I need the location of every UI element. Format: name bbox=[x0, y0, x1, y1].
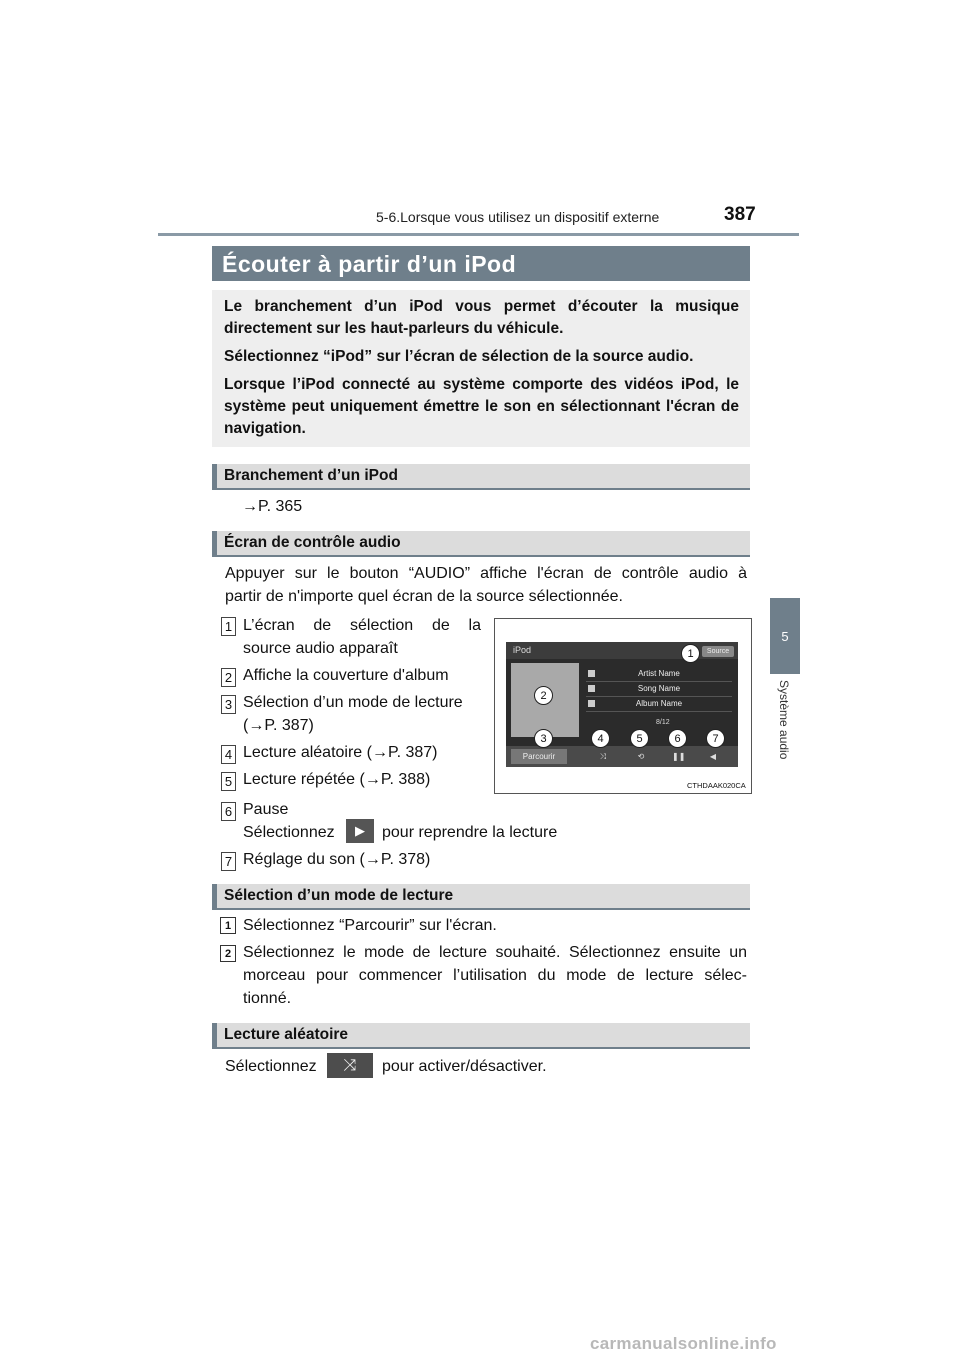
controle-body-line-2: partir de n'importe quel écran de la source sélectionnée. bbox=[225, 588, 623, 605]
controle-body-line-1: Appuyer sur le bouton “AUDIO” affiche l'écran de contrôle audio à bbox=[225, 565, 747, 582]
callout-7: 7 bbox=[706, 729, 725, 748]
item-1-line-2: source audio apparaît bbox=[243, 640, 398, 657]
running-header-section: 5-6.Lorsque vous utilisez un dispositif externe bbox=[376, 209, 660, 225]
heading-controle-text: Écran de contrôle audio bbox=[224, 534, 401, 551]
shuffle-icon: ⤨ bbox=[327, 1053, 373, 1078]
callout-6: 6 bbox=[668, 729, 687, 748]
item-6-line-1: Pause bbox=[243, 801, 289, 818]
song-row: Song Name bbox=[586, 682, 732, 697]
step-2: 2 bbox=[220, 945, 236, 962]
item-6-line-2a: Sélectionnez bbox=[243, 824, 335, 841]
aleatoire-post: pour activer/désactiver. bbox=[382, 1058, 547, 1075]
source-button: Source bbox=[702, 646, 734, 657]
step-2-line-2: morceau pour commencer l’utilisation du mode de lecture sélec- bbox=[243, 967, 747, 984]
album-row: Album Name bbox=[586, 697, 732, 712]
intro-paragraph-1: Le branchement d’un iPod vous permet d’écouter la musique directement sur les haut-parleurs du véhicule. bbox=[224, 298, 739, 337]
section-title: Écouter à partir d’un iPod bbox=[222, 251, 517, 277]
shuffle-icon: ⤨ bbox=[599, 752, 607, 761]
heading-aleatoire bbox=[212, 1023, 750, 1049]
item-number-6: 6 bbox=[221, 802, 236, 821]
track-info-list bbox=[586, 667, 732, 716]
intro-box bbox=[212, 290, 750, 447]
arrow-icon: → bbox=[242, 498, 258, 515]
track-counter: 8/12 bbox=[656, 719, 670, 726]
chapter-tab: 5 bbox=[770, 598, 800, 674]
item-2-line-1: Affiche la couverture d'album bbox=[243, 667, 449, 684]
item-4-line-1[interactable]: Lecture aléatoire (→P. 387) bbox=[243, 744, 438, 761]
item-number-3: 3 bbox=[221, 695, 236, 714]
page-number: 387 bbox=[724, 204, 756, 225]
heading-mode-text: Sélection d’un mode de lecture bbox=[224, 887, 454, 904]
repeat-icon: ⟲ bbox=[637, 752, 645, 761]
play-icon: ▶ bbox=[346, 819, 374, 843]
item-number-4: 4 bbox=[221, 745, 236, 764]
artist-row: Artist Name bbox=[586, 667, 732, 682]
ref-branchement[interactable]: →P. 365 bbox=[242, 498, 303, 515]
step-2-line-1: Sélectionnez le mode de lecture souhaité. Sélectionnez ensuite un bbox=[243, 944, 747, 961]
step-1-text: Sélectionnez “Parcourir” sur l'écran. bbox=[243, 917, 497, 934]
item-3-line-1: Sélection d’un mode de lecture bbox=[243, 694, 463, 711]
intro-paragraph-2: Sélectionnez “iPod” sur l’écran de sélection de la source audio. bbox=[224, 348, 694, 365]
callout-2: 2 bbox=[534, 686, 553, 705]
callout-5: 5 bbox=[630, 729, 649, 748]
image-code: CTHDAAK020CA bbox=[687, 781, 746, 790]
sound-icon: ◀ bbox=[709, 752, 717, 761]
item-6-line-2b: pour reprendre la lecture bbox=[382, 824, 558, 841]
browse-button: Parcourir bbox=[511, 749, 567, 764]
heading-branchement-text: Branchement d’un iPod bbox=[224, 467, 398, 484]
callout-4: 4 bbox=[591, 729, 610, 748]
item-3-line-2[interactable]: (→P. 387) bbox=[243, 717, 314, 734]
item-number-2: 2 bbox=[221, 668, 236, 687]
item-number-1: 1 bbox=[221, 617, 236, 636]
album-icon bbox=[588, 700, 595, 707]
item-number-7: 7 bbox=[221, 852, 236, 871]
chapter-label: Système audio bbox=[777, 680, 791, 760]
pause-icon: ❚❚ bbox=[672, 752, 686, 761]
source-tab-label: iPod bbox=[513, 645, 532, 655]
intro-paragraph-3: Lorsque l’iPod connecté au système comporte des vidéos iPod, le système peut uniquement émettre le son en sélectionnant l'écran de navigation. bbox=[224, 376, 739, 437]
music-note-icon bbox=[588, 685, 595, 692]
header-rule bbox=[158, 233, 799, 236]
item-1-line-1: L’écran de sélection de la bbox=[243, 617, 481, 634]
audio-screen-illustration bbox=[494, 618, 752, 794]
aleatoire-pre: Sélectionnez bbox=[225, 1058, 317, 1075]
callout-3: 3 bbox=[534, 729, 553, 748]
heading-branchement bbox=[212, 464, 750, 490]
item-number-5: 5 bbox=[221, 772, 236, 791]
heading-mode bbox=[212, 884, 750, 910]
step-2-line-3: tionné. bbox=[243, 990, 292, 1007]
heading-controle bbox=[212, 531, 750, 557]
artist-icon bbox=[588, 670, 595, 677]
item-7-line-1[interactable]: Réglage du son (→P. 378) bbox=[243, 851, 431, 868]
callout-1: 1 bbox=[681, 644, 700, 663]
item-5-line-1[interactable]: Lecture répétée (→P. 388) bbox=[243, 771, 431, 788]
step-1: 1 bbox=[220, 917, 236, 934]
watermark: carmanualsonline.info bbox=[590, 1334, 777, 1353]
heading-aleatoire-text: Lecture aléatoire bbox=[224, 1026, 349, 1043]
